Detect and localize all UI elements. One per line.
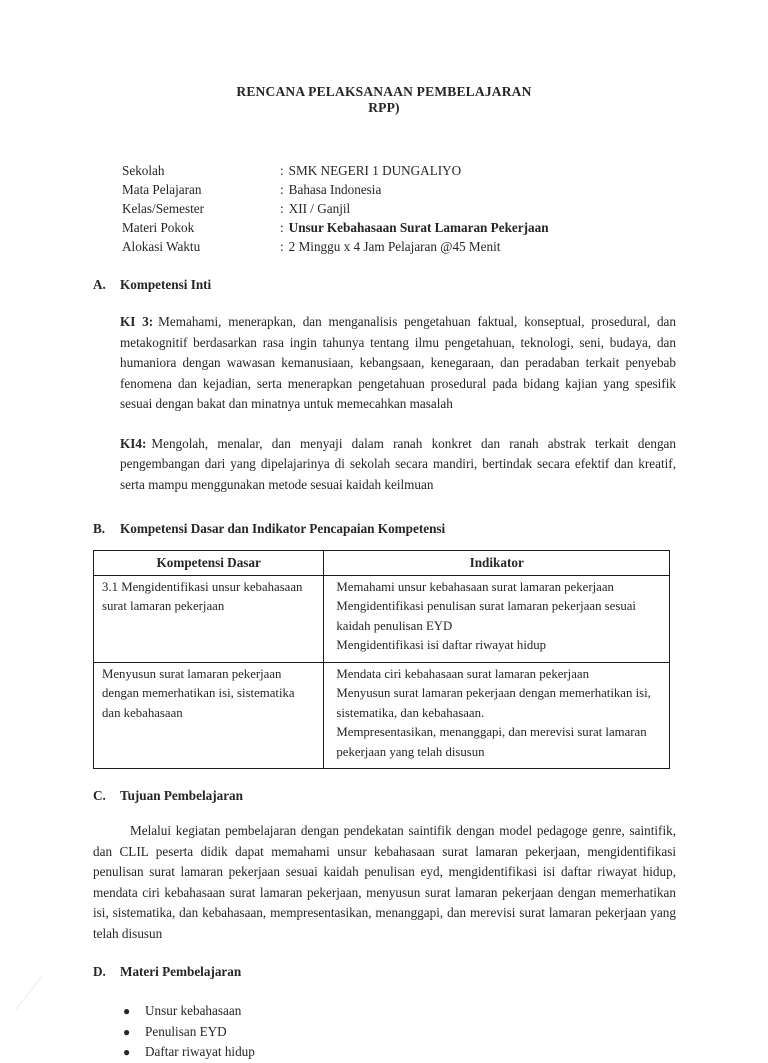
tujuan-paragraph: Melalui kegiatan pembelajaran dengan pendekatan saintifik dengan model pedagoge genre, saintifik, dan CLIL peserta didik dapat memahami unsur kebahasaan surat lamaran pekerjaan, mengidentifikasi penulisan surat lamaran pekerjaan sesuai kaidah penulisan eyd, mengidentifikasi isi daftar riwayat hidup, mendata ciri kebahasaan surat lamaran pekerjaan, menyusun surat lamaran pekerjaan dengan memerhatikan isi, sistematika, dan kebahasaan, mempresentasikan, menanggapi, dan merevisi surat lamaran pekerjaan yang telah disusun (93, 823, 676, 941)
info-colon: : (280, 201, 284, 216)
section-letter: B. (93, 521, 106, 536)
kd-text: Menyusun surat lamaran pekerjaan dengan memerhatikan isi, sistematika dan kebahasaan (102, 666, 295, 720)
info-value: SMK NEGERI 1 DUNGALIYO (288, 163, 462, 178)
list-item (123, 1042, 676, 1063)
section-c-heading (93, 788, 676, 804)
section-materi-pembelajaran (93, 964, 676, 1063)
section-kompetensi-inti (93, 277, 676, 495)
section-title: Kompetensi Inti (120, 277, 212, 292)
section-title: Tujuan Pembelajaran (120, 788, 243, 803)
info-label: Mata Pelajaran (122, 182, 202, 197)
indikator-cell (324, 575, 670, 662)
section-tujuan-pembelajaran (93, 788, 676, 944)
indicator-item: Menyusun surat lamaran pekerjaan dengan memerhatikan isi, sistematika, dan kebahasaan. (336, 686, 651, 720)
table-header-row (94, 551, 670, 576)
section-d-heading (93, 964, 676, 980)
info-row-alokasi-waktu (122, 237, 768, 256)
list-item (123, 1022, 676, 1043)
bullet-text: Daftar riwayat hidup (145, 1044, 255, 1059)
info-row-kelas-semester (122, 199, 768, 218)
info-value: Unsur Kebahasaan Surat Lamaran Pekerjaan (288, 220, 549, 235)
kd-indikator-table (93, 550, 670, 769)
indicator-item: Mengidentifikasi penulisan surat lamaran pekerjaan sesuai kaidah penulisan EYD (336, 599, 636, 633)
section-letter: D. (93, 964, 106, 979)
info-colon: : (280, 163, 284, 178)
ki3-text: Memahami, menerapkan, dan menganalisis pengetahuan faktual, konseptual, prosedural, dan metakognitif berdasarkan rasa ingin tahunya tentang ilmu pengetahuan, teknologi, seni, budaya, dan humaniora dengan wawasan kemanusiaan, kebangsaan, kenegaraan, dan peradaban terkait penyebab fenomena dan kejadian, serta menerapkan pengetahuan prosedural pada bidang kajian yang spesifik sesuai dengan bakat dan minatnya untuk memecahkan masalah (120, 314, 677, 411)
document-title-line1: RENCANA PELAKSANAAN PEMBELAJARAN (236, 84, 532, 99)
column-header-indikator: Indikator (324, 551, 670, 576)
list-item (123, 1001, 676, 1022)
bullet-icon: ● (123, 1004, 131, 1018)
document-title-line2: RPP) (368, 99, 400, 115)
kd-cell (94, 662, 324, 769)
bullet-text: Penulisan EYD (145, 1023, 227, 1039)
info-row-materi-pokok (122, 218, 768, 237)
ki3-paragraph (120, 312, 676, 415)
indicator-item: Mendata ciri kebahasaan surat lamaran pekerjaan (336, 666, 589, 681)
info-label: Alokasi Waktu (122, 239, 201, 254)
info-colon: : (280, 220, 284, 235)
bullet-text: Unsur kebahasaan (145, 1003, 242, 1018)
info-colon: : (280, 182, 284, 197)
ki4-label: KI4: (120, 435, 147, 451)
section-kompetensi-dasar (93, 521, 676, 769)
info-label: Sekolah (122, 163, 165, 178)
ki3-label: KI 3: (120, 314, 154, 329)
info-colon: : (280, 239, 284, 254)
document-info-block (122, 161, 768, 256)
info-row-sekolah (122, 161, 768, 180)
indicator-item: Mempresentasikan, menanggapi, dan merevisi surat lamaran pekerjaan yang telah disusun (336, 725, 647, 759)
column-header-kompetensi-dasar: Kompetensi Dasar (94, 551, 324, 576)
indikator-cell (324, 662, 670, 769)
indicator-item: Memahami unsur kebahasaan surat lamaran pekerjaan (336, 579, 614, 594)
ki4-paragraph (120, 434, 676, 496)
materi-bullet-list (123, 1001, 676, 1063)
info-value: XII / Ganjil (288, 201, 351, 216)
scan-edge-artifact (16, 976, 43, 1010)
info-label: Kelas/Semester (122, 201, 205, 216)
bullet-icon: ● (123, 1045, 131, 1059)
section-b-heading (93, 521, 676, 537)
kd-text: 3.1 Mengidentifikasi unsur kebahasaan surat lamaran pekerjaan (102, 579, 303, 613)
info-value: 2 Minggu x 4 Jam Pelajaran @45 Menit (288, 239, 501, 254)
section-title: Materi Pembelajaran (120, 964, 242, 979)
ki4-text: Mengolah, menalar, dan menyaji dalam ranah konkret dan ranah abstrak terkait dengan pengembangan dari yang dipelajarinya di sekolah secara mandiri, bertindak secara efektif dan kreatif, serta mampu menggunakan metode sesuai kaidah keilmuan (120, 435, 676, 492)
kd-cell (94, 575, 324, 662)
table-row (94, 575, 670, 662)
info-label: Materi Pokok (122, 220, 195, 235)
info-row-mata-pelajaran (122, 180, 768, 199)
info-value: Bahasa Indonesia (288, 182, 382, 197)
section-title: Kompetensi Dasar dan Indikator Pencapaian Kompetensi (120, 521, 446, 536)
section-a-heading (93, 277, 676, 293)
section-letter: C. (93, 788, 106, 803)
bullet-icon: ● (123, 1024, 131, 1039)
table-row (94, 662, 670, 769)
document-title (0, 0, 768, 115)
indicator-item: Mengidentifikasi isi daftar riwayat hidup (336, 638, 547, 652)
section-letter: A. (93, 277, 106, 292)
